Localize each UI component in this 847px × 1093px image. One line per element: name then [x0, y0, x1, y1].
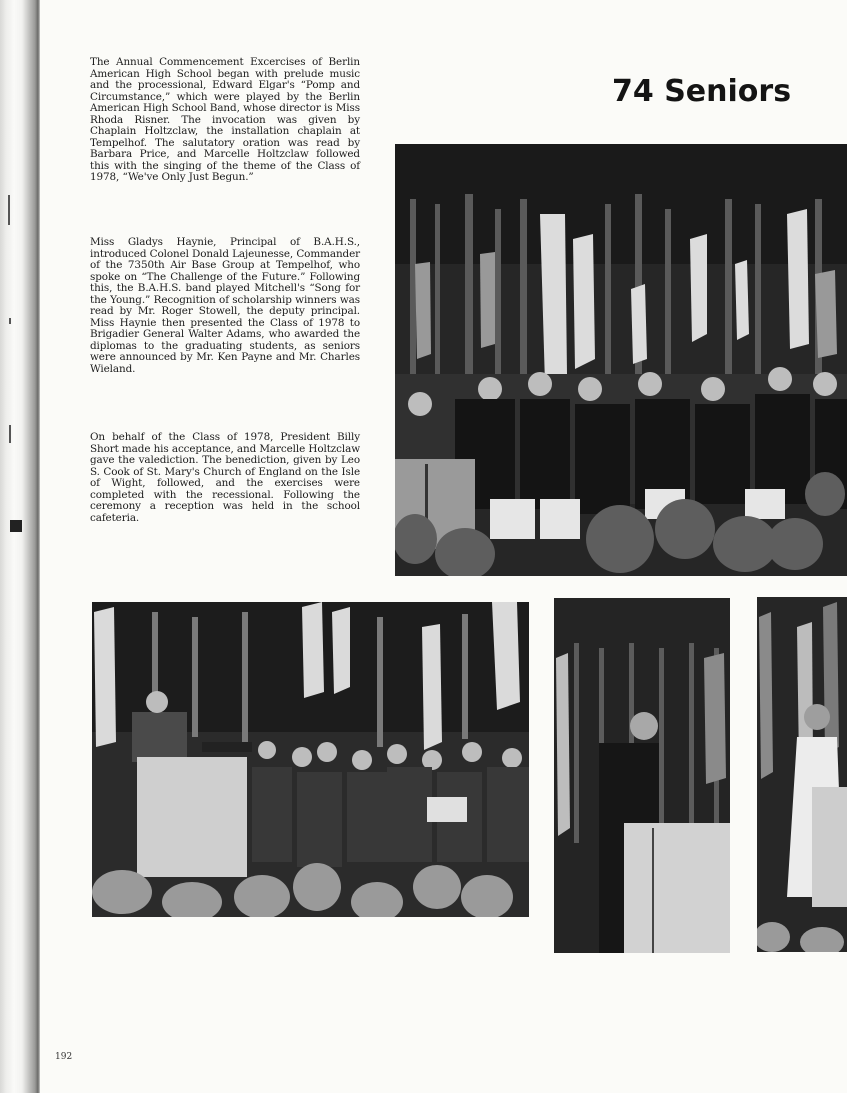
article-paragraph-2	[90, 237, 360, 375]
edge-tick	[9, 425, 11, 443]
graduates-on-stage-photo	[395, 144, 847, 576]
page-number: 192	[55, 1052, 73, 1062]
article-paragraph-1	[90, 57, 360, 184]
edge-tick	[9, 318, 11, 324]
article-paragraph-3	[90, 432, 360, 524]
edge-mark	[10, 520, 22, 532]
binding-edge	[0, 0, 40, 1093]
paragraph-text: The Annual Commencement Excercises of Berlin American High School began with prelude music and the processional, Edward Elgar's “Pomp and Circumstance,” which were played by the Berlin American High School Band, whose director is Miss Rhoda Risner. The invocation was given by Chaplain Holtzclaw, the installation chaplain at Tempelhof. The salutatory oration was read by Barbara Price, and Marcelle Holtzclaw followed this with the singing of the theme of the Class of 1978, “We've Only Just Begun.”	[90, 56, 360, 183]
officer-at-podium-photo	[554, 598, 730, 953]
paragraph-text: Miss Gladys Haynie, Principal of B.A.H.S., introduced Colonel Donald Lajeunesse, Commander of the 7350th Air Base Group at Tempelhof, who spoke on “The Challenge of the Future.” Following this, the B.A.H.S. band played Mitchell's “Song for the Young.” Recognition of scholarship winners was read by Mr. Roger Stowell, the deputy principal. Miss Haynie then presented the Class of 1978 to Brigadier General Walter Adams, who awarded the diplomas to the graduating students, as seniors were announced by Mr. Ken Payne and Mr. Charles Wieland.	[90, 236, 360, 375]
paragraph-text: On behalf of the Class of 1978, President Billy Short made his acceptance, and Marcelle Holtzclaw gave the valediction. The benediction, given by Leo S. Cook of St. Mary's Church of England on the Isle of Wight, followed, and the exercises were completed with the recessional. Following the ceremony a reception was held in the school cafeteria.	[90, 431, 360, 524]
podium-speaker-photo	[92, 602, 529, 917]
woman-at-podium-photo	[757, 597, 847, 952]
page-heading: 74 Seniors	[612, 74, 792, 109]
edge-tick	[8, 195, 10, 225]
